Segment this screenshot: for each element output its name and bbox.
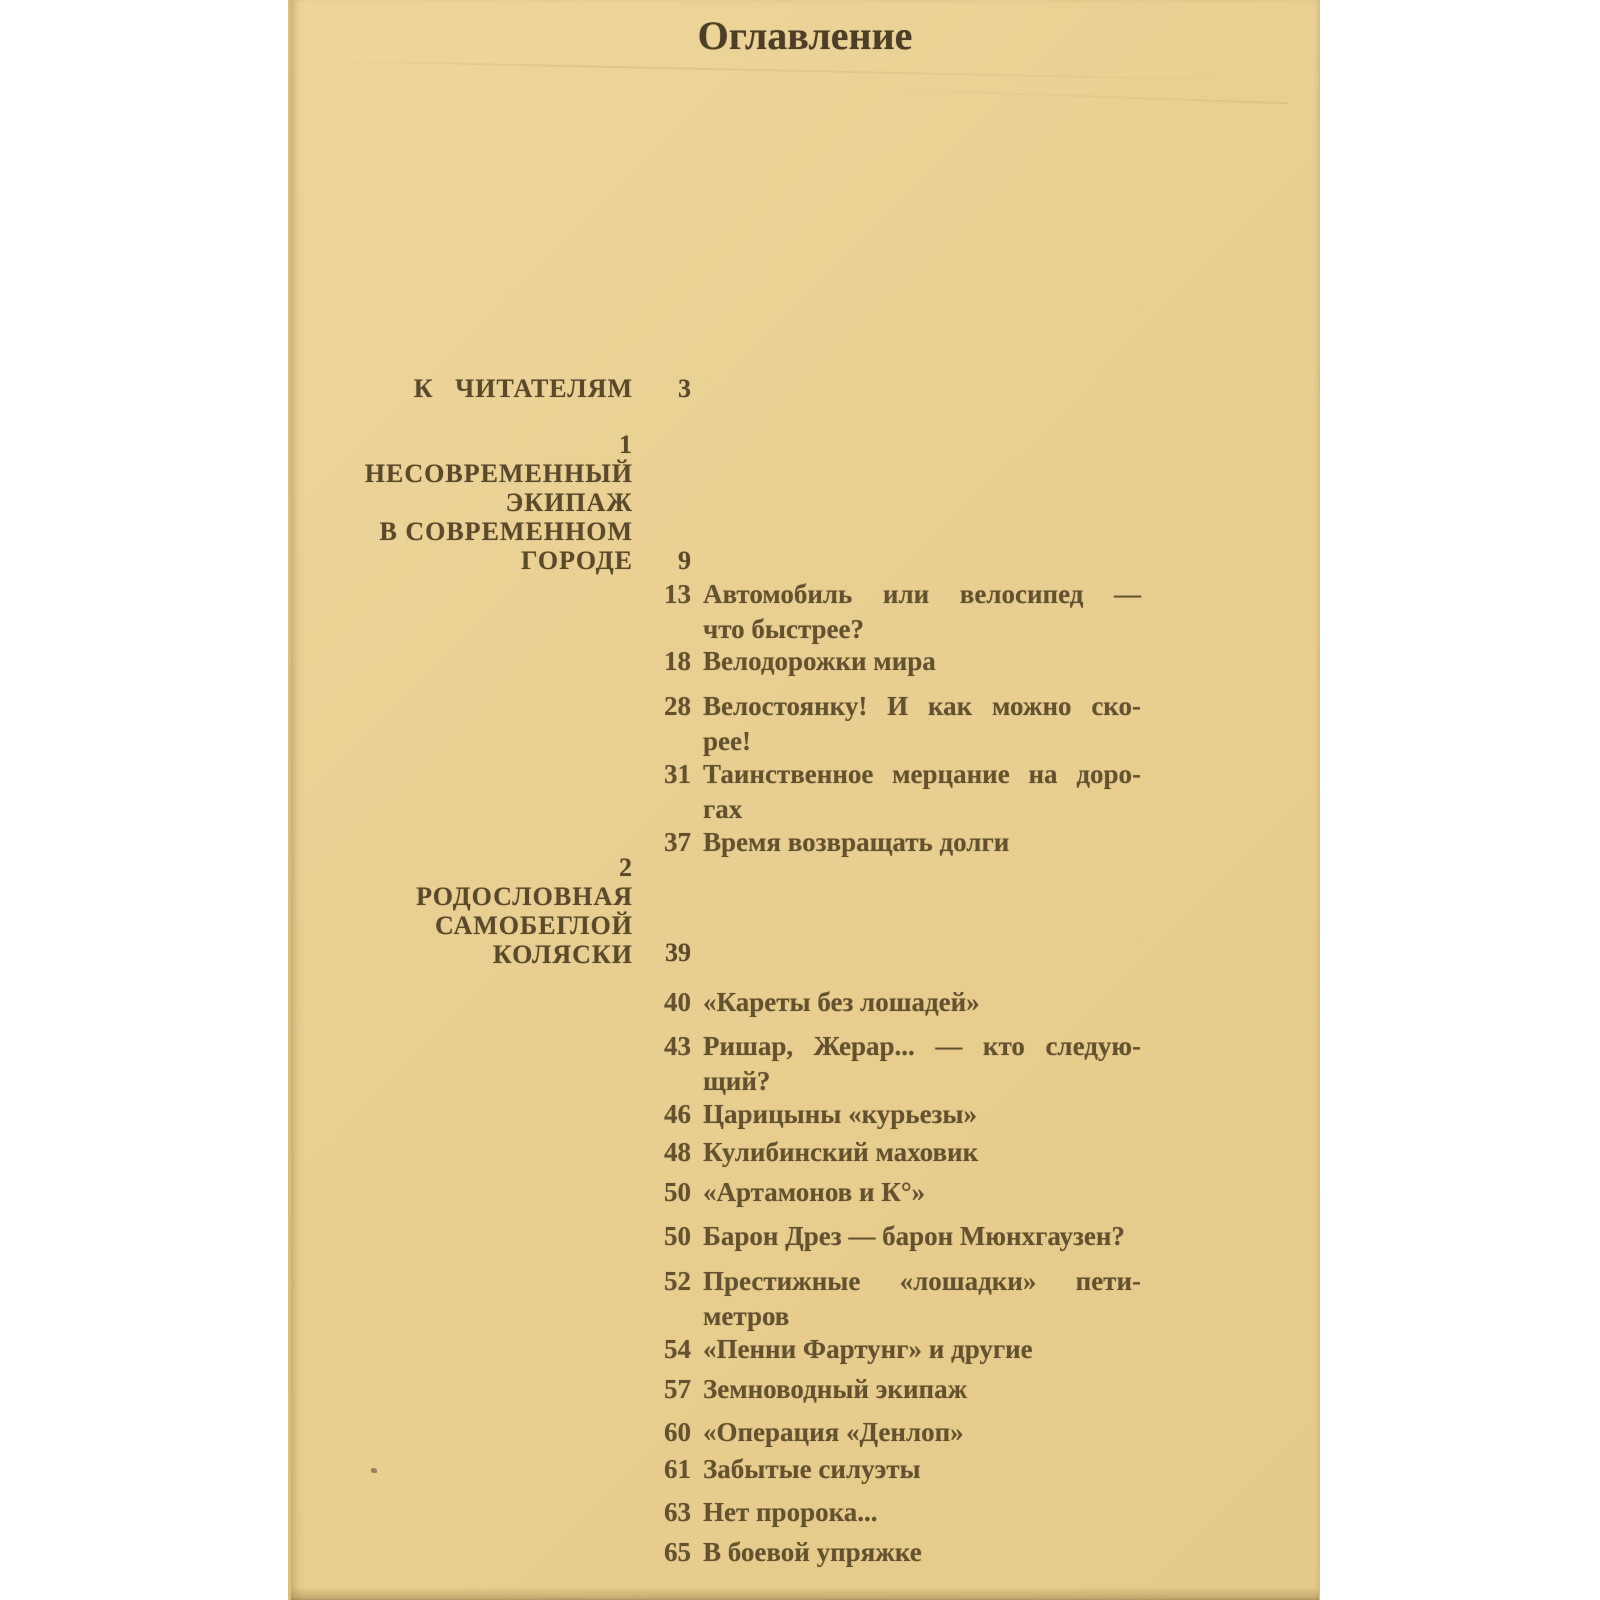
toc-item-title: Велодорожки мира [703,646,936,676]
toc-item-page: 50 [664,1221,691,1251]
section-number: 2 [619,853,633,882]
toc-item [643,985,1141,1020]
toc-item-title: Велостоянку! И как можно ско- рее! [703,691,1141,756]
paper-crease [291,59,1319,83]
toc-item-title: Престижные «лошадки» пети- метров [703,1266,1141,1331]
toc-item [643,1415,1141,1450]
section-title-line: ГОРОДЕ [520,546,633,575]
toc-item [643,1219,1141,1254]
toc-item [643,1029,1141,1099]
section-title-line: ЭКИПАЖ [505,488,633,517]
toc-front-matter-page: 3 [678,374,691,403]
toc-front-matter-label: К ЧИТАТЕЛЯМ [413,374,633,403]
toc-item [643,1372,1141,1407]
toc-section-page: 9 [678,546,691,575]
section-title-line: В СОВРЕМЕННОМ [379,517,633,546]
toc-item [643,757,1141,827]
toc-item [643,1495,1141,1530]
toc-section-heading [351,853,633,969]
toc-item [643,1535,1141,1570]
toc-item [643,644,1141,679]
section-number: 1 [619,430,633,459]
section-title-line: НЕСОВРЕМЕННЫЙ [364,459,633,488]
toc-item-title: Нет пророка... [703,1497,878,1527]
toc-item-title: «Операция «Денлоп» [703,1417,964,1447]
toc-item-title: Забытые силуэты [703,1454,921,1484]
toc-item [643,1332,1141,1367]
section-title-line: КОЛЯСКИ [492,940,633,969]
toc-item [643,1264,1141,1334]
paper-crease [869,88,1289,105]
toc-item-page: 57 [664,1374,691,1404]
toc-item-title: Царицыны «курьезы» [703,1099,977,1129]
toc-item-title: Таинственное мерцание на доро- гах [703,759,1141,824]
toc-item [643,577,1141,647]
toc-item-page: 61 [664,1454,691,1484]
toc-item-title: Кулибинский маховик [703,1137,979,1167]
toc-item [643,689,1141,759]
toc-item-title: «Кареты без лошадей» [703,987,980,1017]
toc-item [643,1175,1141,1210]
toc-item-page: 48 [664,1137,691,1167]
toc-item-page: 18 [664,646,691,676]
toc-item-page: 28 [664,691,691,721]
toc-item [643,1452,1141,1487]
toc-item-title: Ришар, Жерар... — кто следую- щий? [703,1031,1141,1096]
ink-speck [371,1468,377,1473]
page-bottom-edge [291,1587,1319,1600]
toc-item-page: 60 [664,1417,691,1447]
toc-section-heading [351,430,633,575]
toc-item-title: Автомобиль или велосипед — что быстрее? [703,579,1141,644]
toc-item-page: 52 [664,1266,691,1296]
toc-item [643,1135,1141,1170]
book-page [288,0,1320,1600]
toc-item-page: 31 [664,759,691,789]
toc-item-page: 13 [664,579,691,609]
toc-section-page: 39 [665,938,691,967]
toc-item [643,825,1141,860]
toc-item-page: 40 [664,987,691,1017]
toc-item-title: Время возвращать долги [703,827,1010,857]
toc-item [643,1097,1141,1132]
page-title: Оглавление [697,13,913,58]
toc-item-page: 54 [664,1334,691,1364]
toc-item-title: В боевой упряжке [703,1537,922,1567]
section-title-line: РОДОСЛОВНАЯ [416,882,633,911]
section-title-line: САМОБЕГЛОЙ [435,911,633,940]
toc-item-page: 65 [664,1537,691,1567]
toc-item-page: 43 [664,1031,691,1061]
toc-item-title: Барон Дрез — барон Мюнхгаузен? [703,1221,1125,1251]
toc-item-page: 63 [664,1497,691,1527]
toc-item-title: «Пенни Фартунг» и другие [703,1334,1033,1364]
toc-item-title: «Артамонов и К°» [703,1177,926,1207]
toc-item-page: 37 [664,827,691,857]
toc-item-page: 50 [664,1177,691,1207]
toc-item-page: 46 [664,1099,691,1129]
toc-item-title: Земноводный экипаж [703,1374,968,1404]
